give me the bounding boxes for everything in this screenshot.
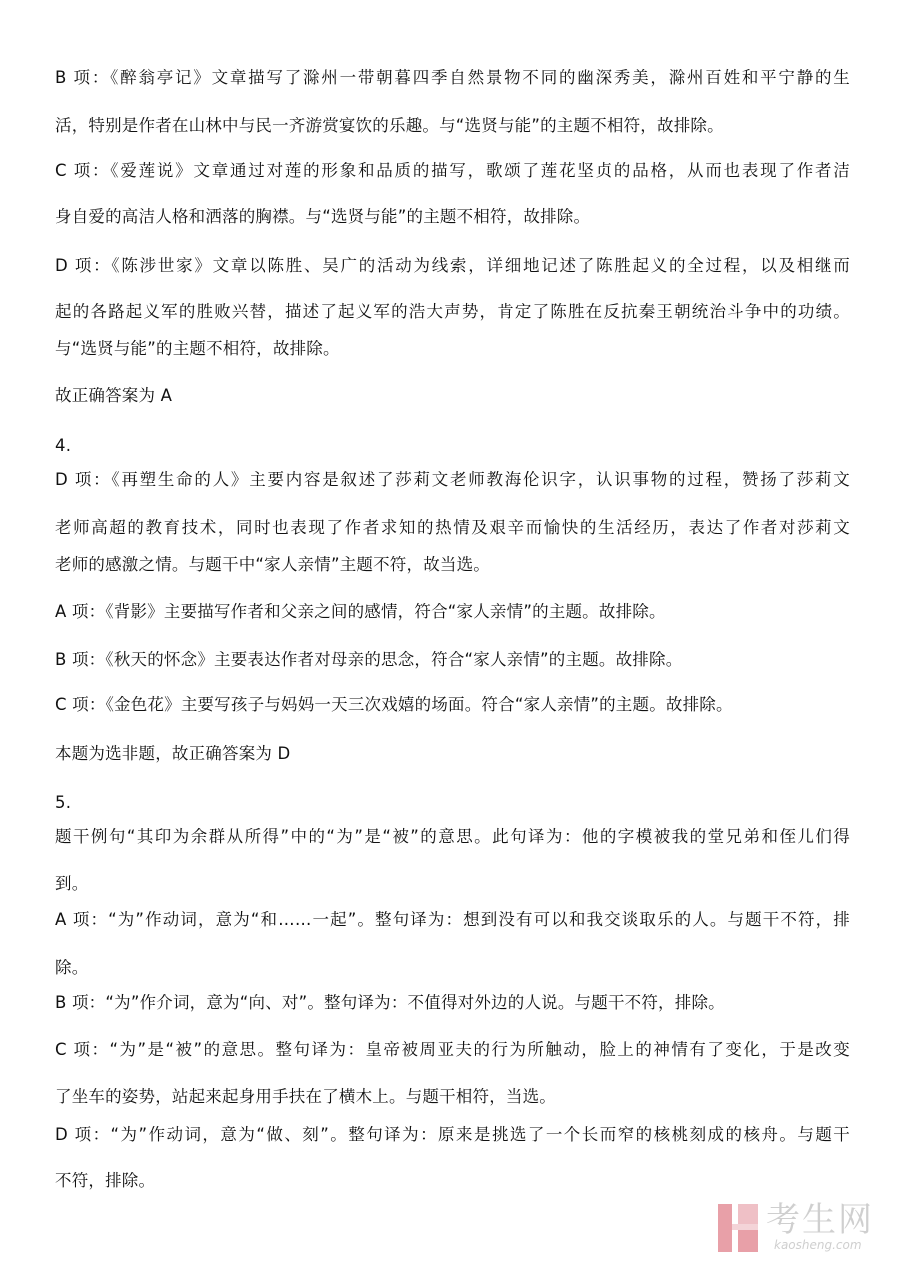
text-line: A 项：“为”作动词，意为“和……一起”。整句译为：想到没有可以和我交谈取乐的人。与题干不符，排	[55, 910, 850, 929]
text-line: 本题为选非题，故正确答案为 D	[55, 744, 291, 763]
text-line: A 项：《背影》主要描写作者和父亲之间的感情，符合“家人亲情”的主题。故排除。	[55, 602, 666, 621]
text-line: 老师的感激之情。与题干中“家人亲情”主题不符，故当选。	[55, 555, 490, 574]
kaosheng-logo-icon	[716, 1202, 760, 1254]
watermark	[716, 1200, 886, 1260]
text-line: 故正确答案为 A	[55, 386, 173, 405]
watermark-domain: kaosheng.com	[774, 1238, 862, 1252]
text-line: 了坐车的姿势，站起来起身用手扶在了横木上。与题干相符，当选。	[55, 1087, 556, 1106]
text-line: 题干例句“其印为余群从所得”中的“为”是“被”的意思。此句译为：他的字模被我的堂兄弟和侄儿们得	[55, 827, 850, 846]
text-line: B 项：“为”作介词，意为“向、对”。整句译为：不值得对外边的人说。与题干不符，排除。	[55, 993, 725, 1012]
text-line: 起的各路起义军的胜败兴替，描述了起义军的浩大声势，肯定了陈胜在反抗秦王朝统治斗争中的功绩。	[55, 302, 850, 321]
text-line: 不符，排除。	[55, 1171, 156, 1190]
text-line: C 项：《金色花》主要写孩子与妈妈一天三次戏嬉的场面。符合“家人亲情”的主题。故排除。	[55, 695, 733, 714]
text-line: B 项：《秋天的怀念》主要表达作者对母亲的思念，符合“家人亲情”的主题。故排除。	[55, 650, 683, 669]
question-number: 5.	[55, 793, 72, 812]
text-line: D 项：《陈涉世家》文章以陈胜、吴广的活动为线索，详细地记述了陈胜起义的全过程，以及相继而	[55, 256, 850, 275]
text-line: 老师高超的教育技术，同时也表现了作者求知的热情及艰辛而愉快的生活经历，表达了作者对莎莉文	[55, 518, 850, 537]
text-line: C 项：《爱莲说》文章通过对莲的形象和品质的描写，歌颂了莲花坚贞的品格，从而也表现了作者洁	[55, 161, 850, 180]
text-line: 身自爱的高洁人格和洒落的胸襟。与“选贤与能”的主题不相符，故排除。	[55, 207, 591, 226]
watermark-name: 考生网	[766, 1200, 874, 1240]
text-line: 到。	[55, 874, 89, 893]
text-line: 与“选贤与能”的主题不相符，故排除。	[55, 339, 340, 358]
text-line: D 项：“为”作动词，意为“做、刻”。整句译为：原来是挑选了一个长而窄的核桃刻成的核舟。与题干	[55, 1125, 850, 1144]
text-line: B 项：《醉翁亭记》文章描写了滁州一带朝暮四季自然景物不同的幽深秀美，滁州百姓和平宁静的生	[55, 68, 850, 87]
question-number: 4.	[55, 436, 72, 455]
text-line: D 项：《再塑生命的人》主要内容是叙述了莎莉文老师教海伦识字，认识事物的过程，赞扬了莎莉文	[55, 470, 850, 489]
text-line: C 项：“为”是“被”的意思。整句译为：皇帝被周亚夫的行为所触动，脸上的神情有了变化，于是改变	[55, 1040, 850, 1059]
text-line: 活，特别是作者在山林中与民一齐游赏宴饮的乐趣。与“选贤与能”的主题不相符，故排除。	[55, 116, 724, 135]
text-line: 除。	[55, 958, 89, 977]
